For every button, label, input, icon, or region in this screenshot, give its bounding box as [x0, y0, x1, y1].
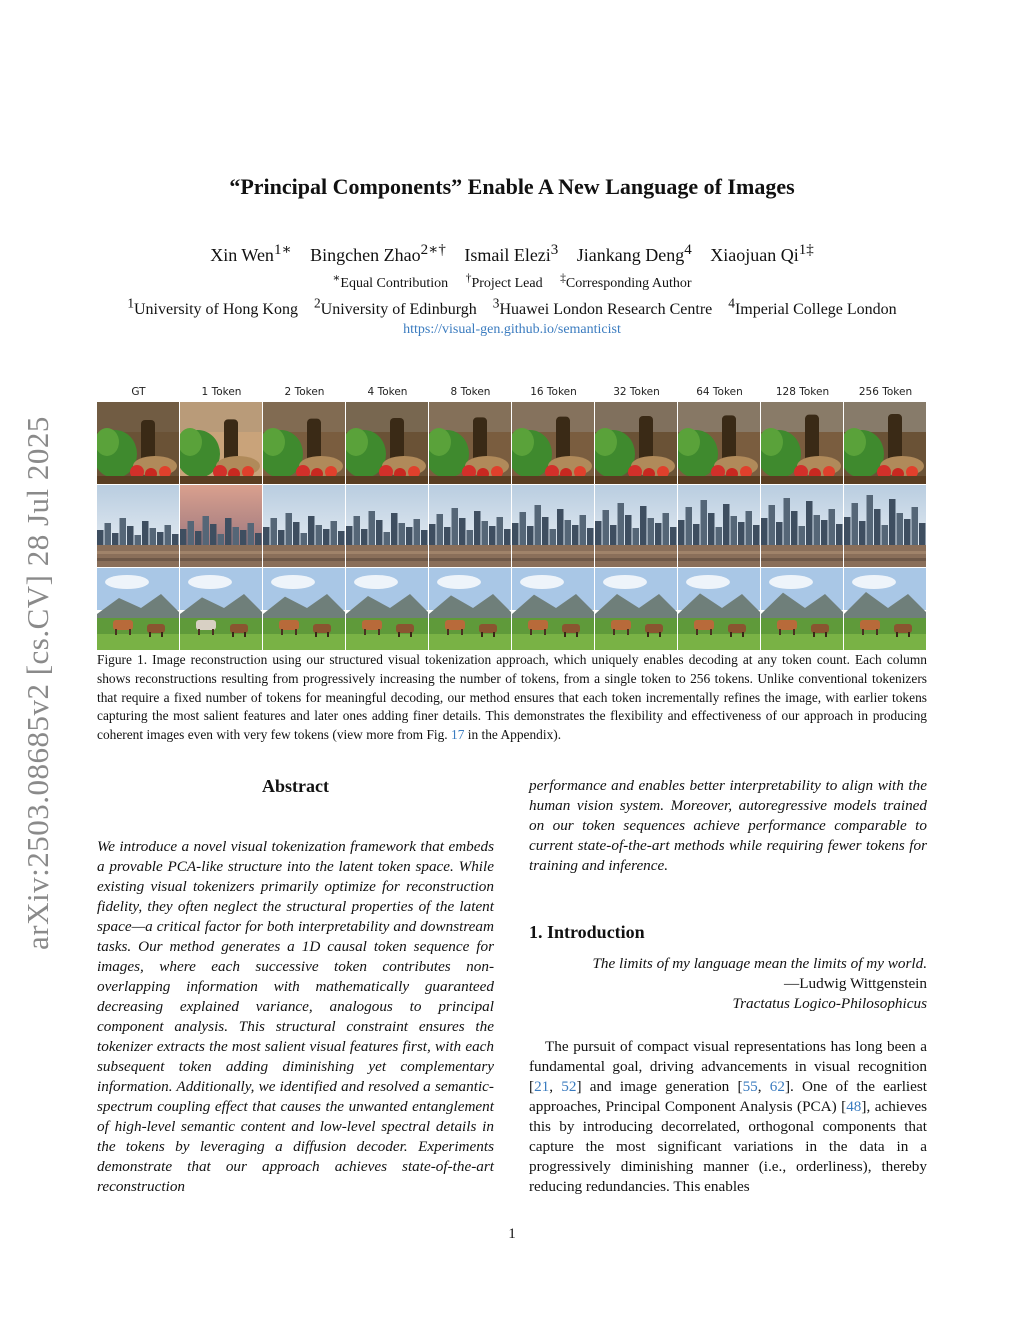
- section-heading: 1. Introduction: [529, 922, 645, 942]
- affiliations: [0, 296, 1024, 319]
- paper-title: “Principal Components” Enable A New Language of Images: [229, 174, 795, 199]
- affiliation: $^2$University of Edinburgh: [313, 296, 477, 319]
- figure-column-label: 32 Token: [613, 386, 660, 398]
- figure-image-tile: [180, 568, 262, 650]
- caption-line: column shows reconstructions resulting from progressively increasing the number of tokens, from a single token to 256 tokens. Unlike: [97, 652, 927, 686]
- citation-link[interactable]: 62: [769, 1078, 785, 1095]
- figure-image-tile: [678, 485, 760, 567]
- caption-line: and effectiveness of our approach in producing coherent images even with very few tokens (view more from Fig.: [97, 708, 927, 743]
- figure-column-label: 64 Token: [696, 386, 743, 398]
- figure-image-tile: [263, 568, 345, 650]
- figure-image-tile: [346, 568, 428, 650]
- figure-image-tile: [180, 402, 262, 484]
- figure-column-label: 4 Token: [367, 386, 408, 398]
- figure-image-tile: [263, 485, 345, 567]
- figure-image-tile: [97, 485, 179, 567]
- citation-link[interactable]: 48: [846, 1098, 862, 1115]
- arxiv-stamp: arXiv:2503.08685v2 [cs.CV] 28 Jul 2025: [20, 416, 55, 950]
- figure-column-labels: [97, 386, 927, 400]
- figure-ref-link[interactable]: 17: [451, 727, 465, 743]
- author-list: [0, 240, 1024, 266]
- figure-image-tile: [97, 568, 179, 650]
- abstract-text: We introduce a novel visual tokenization framework that embeds a provable PCA-like structure into the latent token space. While existing visual tokenizers primarily optimize for reconstruction fidelity, they often neglect the structural properties of the latent space—a critical factor for both interpretability and downstream tasks. Our method generates a 1D causal token sequence for images, where each successive token contributes non-overlapping information with mathematically guaranteed decreasing explained variance, analogous to principal component analysis. This structural constraint ensures the tokenizer extracts the most salient visual features first, with each subsequent token adding diminishing yet complementary information. Additionally, we identified and resolved a semantic-spectrum coupling effect that causes the unwanted entanglement of high-level semantic content and low-level spectral details in the tokens by leveraging a diffusion decoder. Experiments demonstrate that our approach achieves state-of-the-art reconstruction: [97, 838, 494, 1195]
- figure-column-label: 128 Token: [775, 386, 830, 398]
- figure-image-tile: [844, 485, 926, 567]
- figure-image-tile: [97, 402, 179, 484]
- figure-image-tile: [512, 402, 594, 484]
- project-link[interactable]: https://visual-gen.github.io/semanticist: [403, 322, 621, 337]
- author-note: ‡Corresponding Author: [560, 271, 692, 291]
- figure-image-tile: [595, 485, 677, 567]
- caption-line: conventional tokenizers that require a fixed number of tokens for meaningful decoding, our method ensures that each token incrementally: [97, 670, 927, 705]
- figure-image-tile: [346, 485, 428, 567]
- figure-image-tile: [429, 568, 511, 650]
- figure-image-tile: [761, 485, 843, 567]
- figure-image-tile: [678, 402, 760, 484]
- page-number: 1: [508, 1226, 516, 1242]
- affiliation: $^1$University of Hong Kong: [127, 296, 298, 319]
- figure-image-tile: [263, 402, 345, 484]
- author-note: †Project Lead: [465, 271, 543, 291]
- figure-image-tile: [429, 402, 511, 484]
- figure-column-label: 8 Token: [450, 386, 491, 398]
- figure-column-label: 256 Token: [858, 386, 913, 398]
- citation-link[interactable]: 52: [561, 1078, 577, 1095]
- figure-image-tile: [346, 402, 428, 484]
- figure-image-grid: [97, 402, 927, 651]
- figure-column-label: 2 Token: [284, 386, 325, 398]
- affiliation: $^4$Imperial College London: [728, 296, 897, 319]
- author: Xin Wen$^{1∗}$: [210, 242, 292, 265]
- caption-line: Figure 1. Image reconstruction using our structured visual tokenization approach, which uniquely enables decoding at any token count. Each: [97, 652, 882, 667]
- author: Jiankang Deng$^4$: [576, 242, 692, 265]
- figure-column-label: 16 Token: [530, 386, 577, 398]
- epigraph-quote: The limits of my language mean the limits of my world.: [592, 955, 927, 972]
- author: Ismail Elezi$^3$: [464, 242, 559, 265]
- figure-image-tile: [595, 568, 677, 650]
- figure-image-tile: [844, 568, 926, 650]
- affiliation: $^3$Huawei London Research Centre: [492, 296, 713, 319]
- figure-image-tile: [595, 402, 677, 484]
- author-note: ∗Equal Contribution: [332, 271, 449, 291]
- citation-link[interactable]: 55: [742, 1078, 758, 1095]
- caption-line: refines the image, with earlier tokens capturing the most salient features and later ones adding finer details. This demonstrates the flexibility: [97, 689, 927, 724]
- figure-image-tile: [512, 568, 594, 650]
- author: Bingchen Zhao$^{2∗\dagger}$: [310, 242, 446, 265]
- left-column: [97, 776, 494, 1197]
- figure-image-tile: [512, 485, 594, 567]
- author-notes: [0, 270, 1024, 292]
- figure-image-tile: [678, 568, 760, 650]
- intro-paragraph: The pursuit of compact visual representations has long been a fundamental goal, driving advancements in visual recognition [21, 52] and image generation [55, 62]. One of the earliest approaches, Principal Component Analysis (PCA) [48], achieves this by introducing decorrelated, orthogonal components that capture the most significant variations in the data in a progressively diminishing manner (i.e., orderliness), thereby reducing redundancies. This enables: [529, 1038, 928, 1195]
- right-column: [529, 776, 927, 1197]
- project-url: [0, 322, 1024, 338]
- figure-image-tile: [429, 485, 511, 567]
- citation-link[interactable]: 21: [534, 1078, 550, 1095]
- figure-image-tile: [844, 402, 926, 484]
- figure-image-tile: [761, 402, 843, 484]
- figure-column-label: 1 Token: [201, 386, 242, 398]
- figure-image-tile: [180, 485, 262, 567]
- author: Xiaojuan $Qi^{1\ddagger}$: [710, 242, 814, 265]
- epigraph-author: —Ludwig Wittgenstein: [784, 975, 927, 992]
- abstract-text-continued: performance and enables better interpretability to align with the human vision system. Moreover, autoregressive models trained on our token sequences achieve performance comparable to current state-of-the-art methods while requiring fewer tokens for training and inference.: [529, 777, 927, 874]
- abstract-heading: Abstract: [262, 776, 329, 796]
- epigraph-source: Tractatus Logico-Philosophicus: [732, 995, 927, 1012]
- figure-image-tile: [761, 568, 843, 650]
- figure-column-label: GT: [131, 386, 146, 398]
- caption-line: in the Appendix).: [464, 727, 562, 743]
- figure-caption: [97, 651, 927, 745]
